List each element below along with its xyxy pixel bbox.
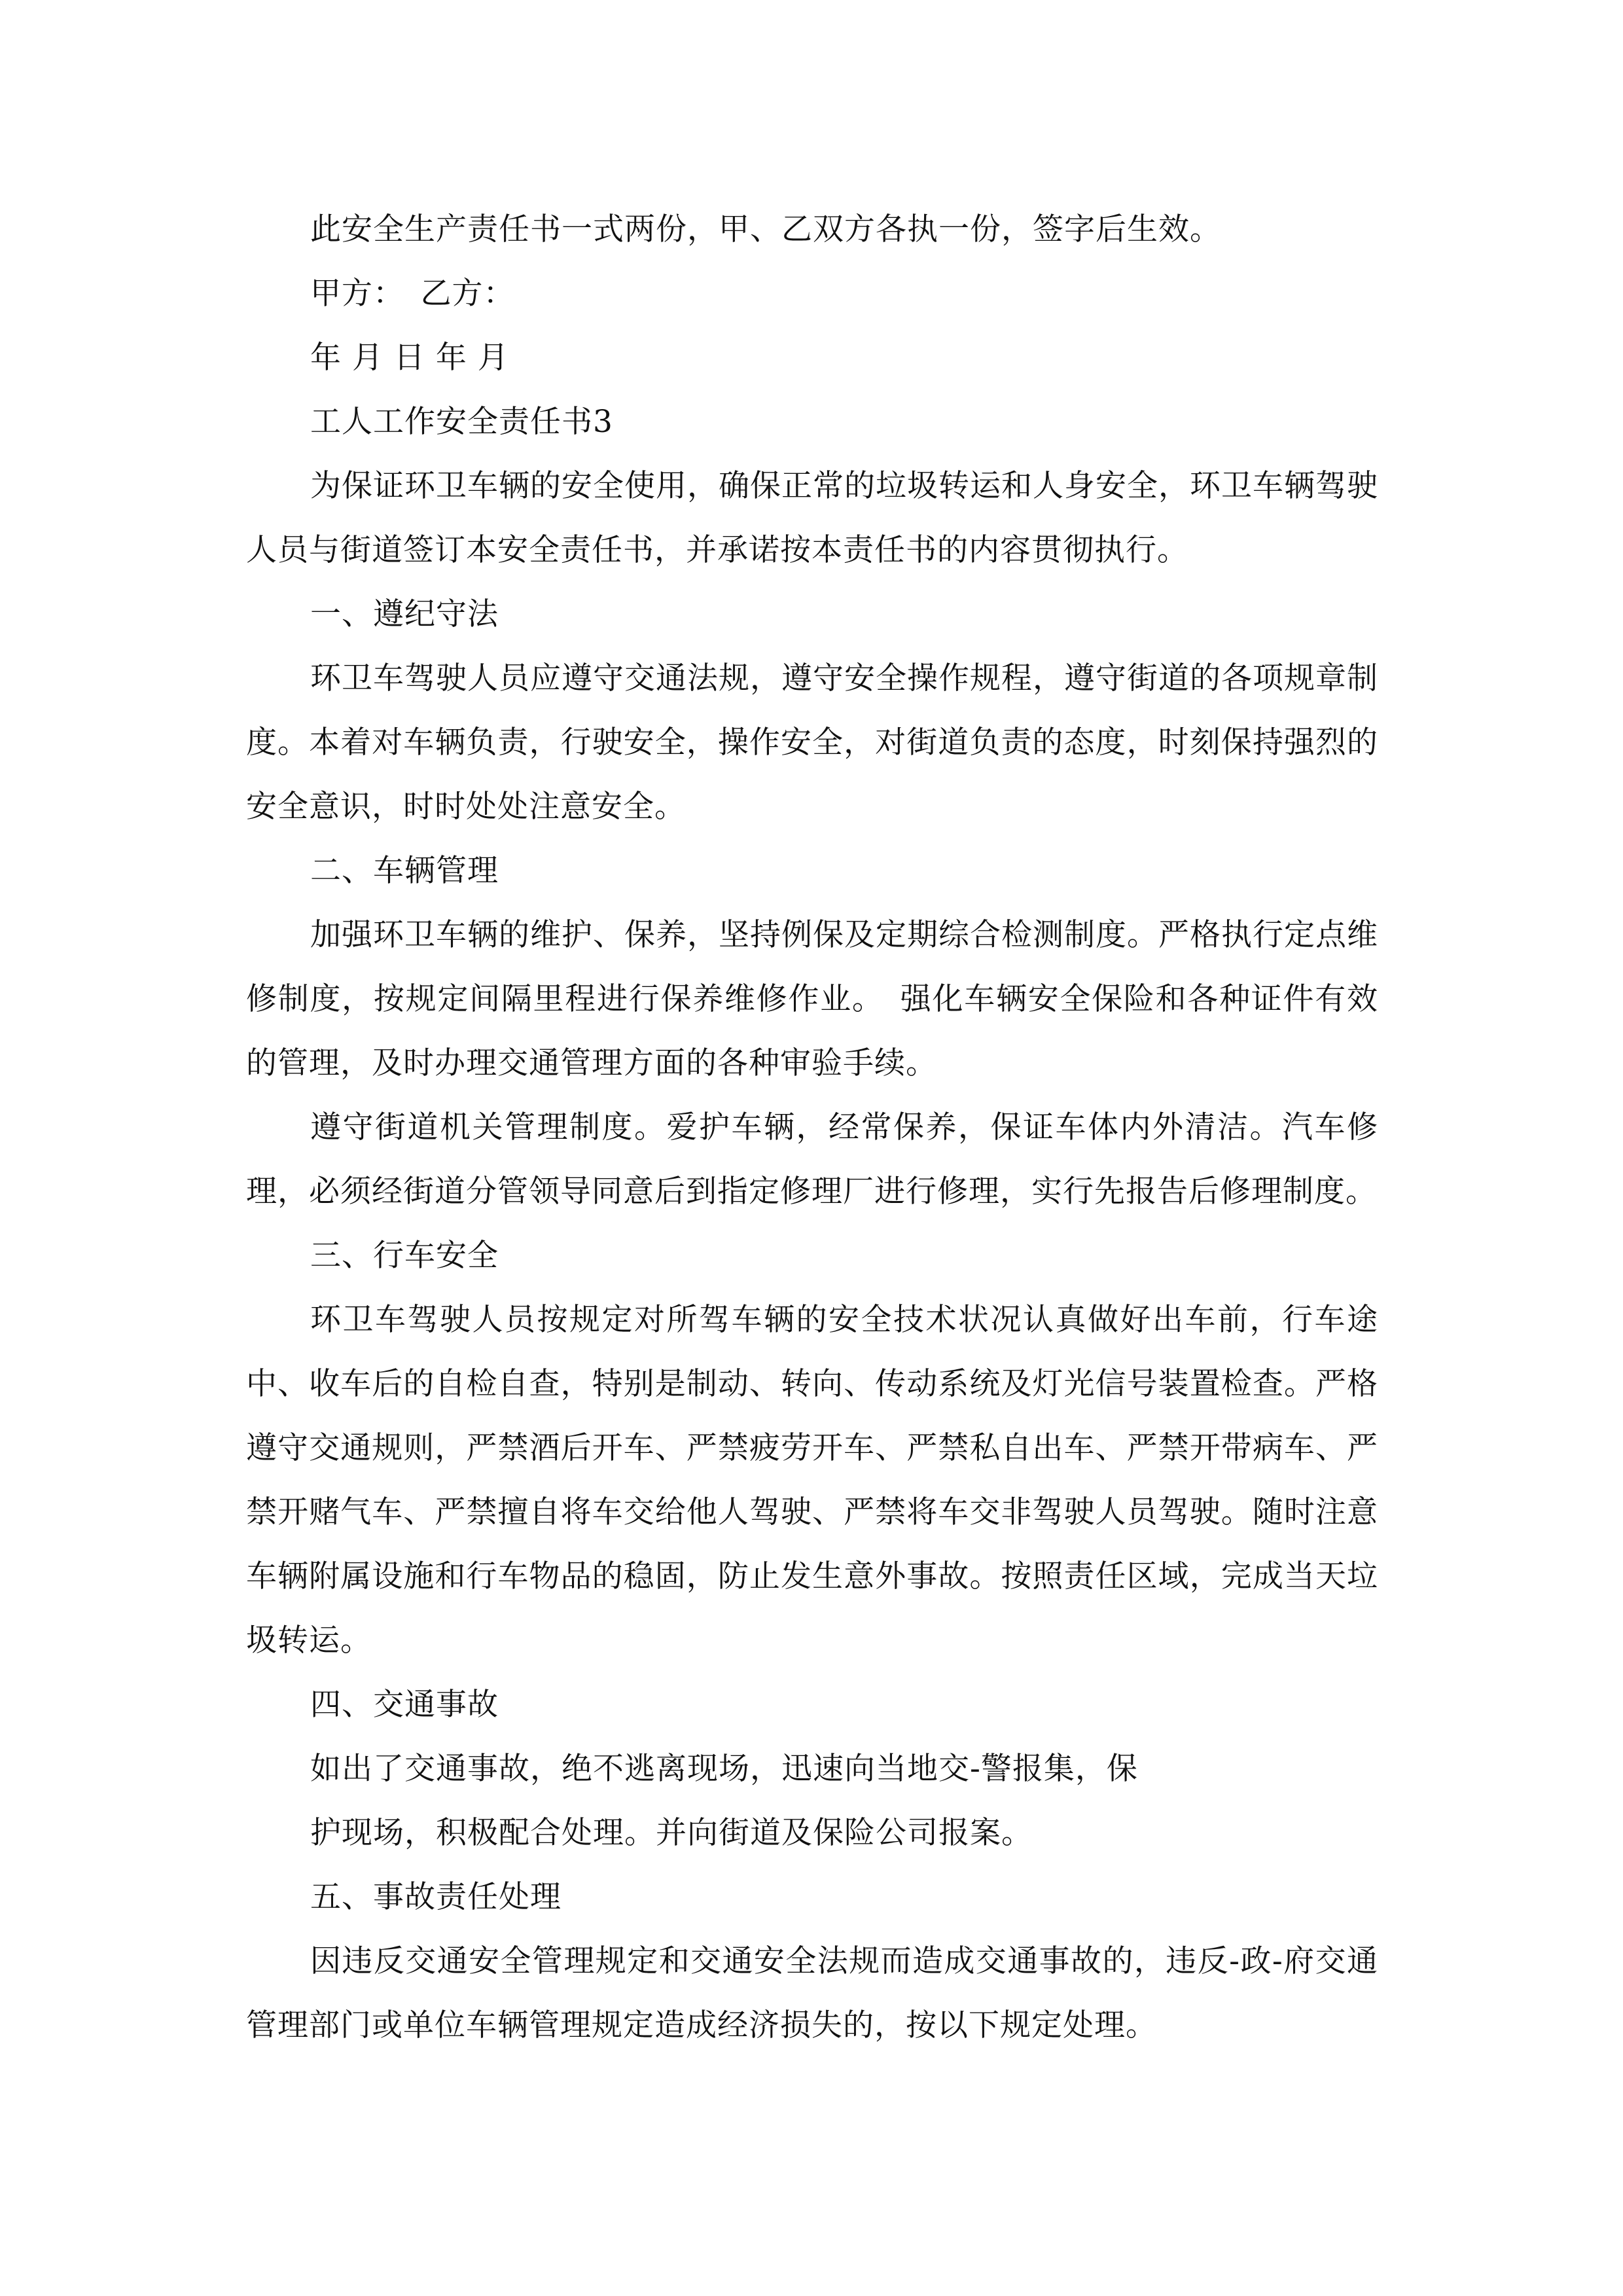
section-heading-2: 二、车辆管理 <box>310 853 499 889</box>
paragraph-copies: 此安全生产责任书一式两份，甲、乙双方各执一份，签字后生效。 <box>310 211 1221 247</box>
signature-parties: 甲方： 乙方： <box>310 276 515 312</box>
paragraph-section-1: 环卫车驾驶人员应遵守交通法规，遵守安全操作规程，遵守街道的各项规章制度。本着对车辆负责，行驶安全，操作安全，对街道负责的态度，时刻保持强烈的安全意识，时时处处注意安全。 <box>246 660 1378 825</box>
section-heading-3: 三、行车安全 <box>310 1238 499 1274</box>
section-heading-4: 四、交通事故 <box>310 1687 499 1723</box>
paragraph-intro: 为保证环卫车辆的安全使用，确保正常的垃圾转运和人身安全，环卫车辆驾驶人员与街道签订本安全责任书，并承诺按本责任书的内容贯彻执行。 <box>246 468 1378 568</box>
paragraph-section-5: 因违反交通安全管理规定和交通安全法规而造成交通事故的，违反-政-府交通管理部门或单位车辆管理规定造成经济损失的，按以下规定处理。 <box>246 1943 1378 2043</box>
paragraph-section-2a: 加强环卫车辆的维护、保养，坚持例保及定期综合检测制度。严格执行定点维修制度，按规定间隔里程进行保养维修作业。 强化车辆安全保险和各种证件有效的管理，及时办理交通管理方面的各种审验手续。 <box>246 917 1378 1081</box>
signature-dates: 年 月 日 年 月 <box>310 340 509 376</box>
paragraph-section-2b: 遵守街道机关管理制度。爱护车辆，经常保养，保证车体内外清洁。汽车修理，必须经街道分管领导同意后到指定修理厂进行修理，实行先报告后修理制度。 <box>246 1109 1378 1210</box>
paragraph-section-4b: 护现场，积极配合处理。并向街道及保险公司报案。 <box>310 1815 1033 1851</box>
section-heading-5: 五、事故责任处理 <box>310 1879 562 1915</box>
paragraph-section-3: 环卫车驾驶人员按规定对所驾车辆的安全技术状况认真做好出车前，行车途中、收车后的自检自查，特别是制动、转向、传动系统及灯光信号装置检查。严格遵守交通规则，严禁酒后开车、严禁疲劳开车、严禁私自出车、严禁开带病车、严禁开赌气车、严禁擅自将车交给他人驾驶、严禁将车交非驾驶人员驾驶。随时注意车辆附属设施和行车物品的稳固，防止发生意外事故。按照责任区域，完成当天垃圾转运。 <box>246 1302 1378 1659</box>
document-body <box>246 198 1378 2058</box>
paragraph-section-4a: 如出了交通事故，绝不逃离现场，迅速向当地交-警报集，保 <box>310 1751 1138 1787</box>
document-title: 工人工作安全责任书3 <box>310 404 613 440</box>
section-heading-1: 一、遵纪守法 <box>310 596 499 632</box>
